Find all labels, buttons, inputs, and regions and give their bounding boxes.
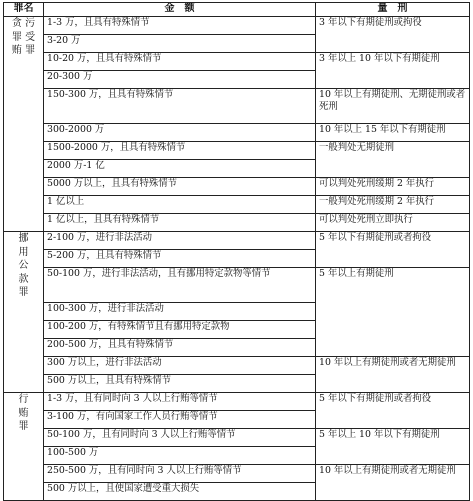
amount-cell: 500 万以上，且具有特殊情节 <box>44 375 316 393</box>
penalty-cell: 10 年以上 15 年以下有期徒刑 <box>316 124 470 142</box>
crime-name-line: 罪 <box>18 421 29 432</box>
crime-name-line: 罪 <box>18 287 29 298</box>
crime-name-line: 款 <box>18 273 29 285</box>
header-penalty: 量 刑 <box>316 3 470 17</box>
penalty-cell: 一般判处死刑缓期 2 年执行 <box>316 196 470 214</box>
amount-cell: 1 亿以上 <box>44 196 316 214</box>
crime-name-line: 公 <box>18 260 29 271</box>
amount-cell: 250-500 万，且有同时向 3 人以上行贿等情节 <box>44 465 316 483</box>
amount-cell: 100-200 万，有特殊情节且有挪用特定款物 <box>44 321 316 339</box>
amount-cell: 50-100 万，且有同时向 3 人以上行贿等情节 <box>44 429 316 447</box>
amount-cell: 3-100 万，有向国家工作人员行贿等情节 <box>44 411 316 429</box>
table-row <box>4 178 470 196</box>
amount-cell: 2000 万-1 亿 <box>44 160 316 178</box>
table-row <box>4 357 470 375</box>
amount-cell: 1 亿以上，且具有特殊情节 <box>44 214 316 232</box>
penalty-cell: 5 年以下有期徒刑或者拘役 <box>316 393 470 429</box>
table-row <box>4 124 470 142</box>
amount-cell: 300-2000 万 <box>44 124 316 142</box>
table-row <box>4 196 470 214</box>
amount-cell: 100-500 万 <box>44 447 316 465</box>
table-row <box>4 17 470 35</box>
penalty-cell: 一般判处无期徒刑 <box>316 142 470 178</box>
amount-cell: 1-3 万，且有同时向 3 人以上行贿等情节 <box>44 393 316 411</box>
crime-name-line: 贿 <box>18 407 29 419</box>
penalty-cell: 5 年以下有期徒刑或者拘役 <box>316 232 470 268</box>
penalty-cell: 3 年以下有期徒刑或拘役 <box>316 17 470 53</box>
crime-name-line: 贪 污 <box>11 18 36 29</box>
amount-cell: 1500-2000 万，且具有特殊情节 <box>44 142 316 160</box>
sentencing-document <box>3 2 469 501</box>
crime-name-line: 贿 罪 <box>11 45 36 56</box>
table-row <box>4 214 470 232</box>
penalty-cell: 3 年以上 10 年以下有期徒刑 <box>316 53 470 89</box>
crime-name-line: 罪 受 <box>11 31 36 43</box>
table-row <box>4 429 470 447</box>
amount-cell: 3-20 万 <box>44 35 316 53</box>
crime-name-cell <box>4 393 44 501</box>
header-row <box>4 3 470 17</box>
table-row <box>4 89 470 124</box>
penalty-cell: 可以判处死刑缓期 2 年执行 <box>316 178 470 196</box>
amount-cell: 50-100 万，进行非法活动，且有挪用特定款物等情节 <box>44 268 316 303</box>
crime-name-cell <box>4 232 44 393</box>
crime-name-cell <box>4 17 44 232</box>
penalty-cell: 10 年以上有期徒刑、无期徒刑或者死刑 <box>316 89 470 124</box>
amount-cell: 200-500 万，且具有特殊情节 <box>44 339 316 357</box>
crime-name-line: 挪 <box>18 233 29 244</box>
table-row <box>4 142 470 160</box>
amount-cell: 5-200 万，且具有特殊情节 <box>44 250 316 268</box>
table-row <box>4 232 470 250</box>
table-row <box>4 53 470 71</box>
table-row <box>4 393 470 411</box>
amount-cell: 20-300 万 <box>44 71 316 89</box>
header-amount: 金 额 <box>44 3 316 17</box>
penalty-cell: 5 年以上有期徒刑 <box>316 268 470 357</box>
amount-cell: 1-3 万，且具有特殊情节 <box>44 17 316 35</box>
penalty-cell: 10 年以上有期徒刑或者无期徒刑 <box>316 465 470 501</box>
amount-cell: 2-100 万，进行非法活动 <box>44 232 316 250</box>
amount-cell: 10-20 万，且具有特殊情节 <box>44 53 316 71</box>
penalty-cell: 5 年以上 10 年以下有期徒刑 <box>316 429 470 465</box>
amount-cell: 150-300 万，且具有特殊情节 <box>44 89 316 124</box>
amount-cell: 5000 万以上，且具有特殊情节 <box>44 178 316 196</box>
crime-name-line: 用 <box>18 246 29 258</box>
amount-cell: 300 万以上，进行非法活动 <box>44 357 316 375</box>
header-crime: 罪名 <box>4 3 44 17</box>
table-row <box>4 268 470 303</box>
amount-cell: 500 万以上，且使国家遭受重大损失 <box>44 483 316 501</box>
penalty-cell: 可以判处死刑立即执行 <box>316 214 470 232</box>
amount-cell: 100-300 万，进行非法活动 <box>44 303 316 321</box>
sentencing-table <box>3 2 470 501</box>
crime-name-line: 行 <box>18 394 29 405</box>
penalty-cell: 10 年以上有期徒刑或者无期徒刑 <box>316 357 470 393</box>
table-row <box>4 465 470 483</box>
